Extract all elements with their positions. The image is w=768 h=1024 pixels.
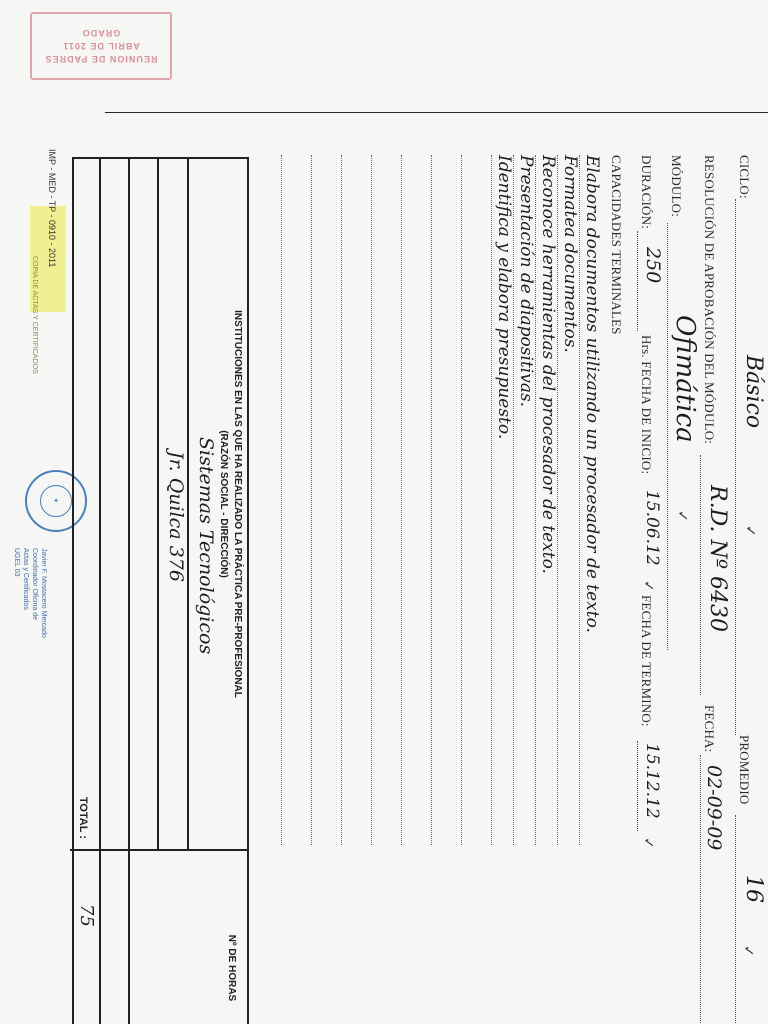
blank-line	[431, 155, 432, 845]
signer-role-3: UGEL 03	[13, 548, 20, 577]
termino-value: 15.12.12	[642, 743, 662, 819]
hrs-label: Hrs. FECHA DE INICIO:	[639, 335, 654, 475]
fecha-label: FECHA:	[702, 705, 717, 753]
modulo-dots	[667, 223, 668, 650]
row-divider	[157, 159, 159, 849]
promedio-label: PROMEDIO	[737, 735, 752, 805]
inicio-value: 15.06.12	[642, 490, 662, 566]
blank-line	[371, 155, 372, 845]
rotated-form	[47, 149, 766, 1024]
signer-role-2: Actas y Certificados	[22, 548, 29, 610]
capacidad-5: Identifica y elabora presupuesto.	[494, 155, 514, 440]
yellow-stamp-text: COPIA DE ACTAS Y CERTIFICADOS	[31, 256, 38, 374]
termino-label: FECHA DE TERMINO:	[639, 595, 654, 727]
blank-line	[311, 155, 312, 845]
capacidad-4: Presentación de diapositivas.	[516, 155, 536, 408]
modulo-value: Ofimática	[670, 315, 700, 443]
capacidad-1: Elabora documentos utilizando un procesador de texto.	[582, 155, 602, 633]
capacidad-2: Formatea documentos.	[560, 155, 580, 353]
header-stamp-line1: REUNION DE PADRES	[44, 54, 158, 64]
ciclo-dots	[735, 199, 736, 735]
header-stamp-line2: ABRIL DE 2011	[62, 41, 140, 51]
row-divider	[99, 159, 101, 1024]
signer-name: Javier F. Mostacero Mercado	[40, 548, 47, 638]
capacidad-line	[491, 155, 492, 845]
total-value: 75	[76, 904, 97, 927]
fecha-dots	[700, 755, 701, 1024]
resolucion-dots	[700, 455, 701, 695]
blank-line	[461, 155, 462, 845]
duracion-dots	[637, 231, 638, 331]
modulo-label: MÓDULO:	[669, 155, 684, 218]
signature-block	[0, 548, 48, 638]
blank-line	[281, 155, 282, 845]
blank-line	[401, 155, 402, 845]
column-divider	[70, 849, 247, 851]
col2-header: Nº DE HORAS	[226, 934, 237, 1002]
row-divider	[128, 159, 130, 1024]
duracion-value: 250	[642, 247, 664, 284]
total-label: TOTAL :	[77, 796, 89, 839]
form-code: IMP - MED - TP - 0910 - 2011	[47, 149, 57, 268]
capacidad-3: Reconoce herramientas del procesador de texto.	[538, 155, 558, 574]
check-mark-icon: ✓	[674, 510, 690, 522]
resolucion-value: R.D. Nº 6430	[705, 485, 730, 632]
check-mark-icon: ✓	[740, 945, 756, 957]
institution-name: Sistemas Tecnológicos	[195, 437, 217, 655]
header-stamp	[30, 12, 172, 80]
institution-address: Jr. Quilca 376	[165, 451, 187, 582]
promedio-dots	[735, 815, 736, 1024]
resolucion-label: RESOLUCIÓN DE APROBACIÓN DEL MÓDULO:	[702, 155, 717, 445]
ciclo-label: CICLO:	[737, 155, 752, 199]
check-mark-icon: ✓	[742, 525, 758, 537]
check-mark-icon: ✓	[640, 580, 656, 592]
practice-table	[72, 157, 249, 1024]
capacidades-label: CAPACIDADES TERMINALES	[609, 155, 624, 335]
duracion-label: DURACIÓN:	[639, 155, 654, 230]
termino-dots	[637, 741, 638, 831]
header-stamp-line3: GRADO	[81, 28, 121, 38]
signer-role-1: Coordinador Oficina de	[31, 548, 38, 620]
top-rule	[105, 112, 768, 113]
seal-emblem-icon: ✦	[40, 485, 72, 517]
col1-header: INSTITUCIONES EN LAS QUE HA REALIZADO LA PRÁCTICA PRE-PROFESIONAL	[232, 310, 243, 698]
promedio-value: 16	[741, 875, 766, 903]
fecha-value: 02-09-09	[703, 765, 725, 851]
col1-subheader: (RAZÓN SOCIAL - DIRECCIÓN)	[218, 430, 229, 578]
check-mark-icon: ✓	[640, 837, 656, 849]
blank-line	[341, 155, 342, 845]
row-divider	[187, 159, 189, 849]
ciclo-value: Básico	[741, 355, 766, 429]
